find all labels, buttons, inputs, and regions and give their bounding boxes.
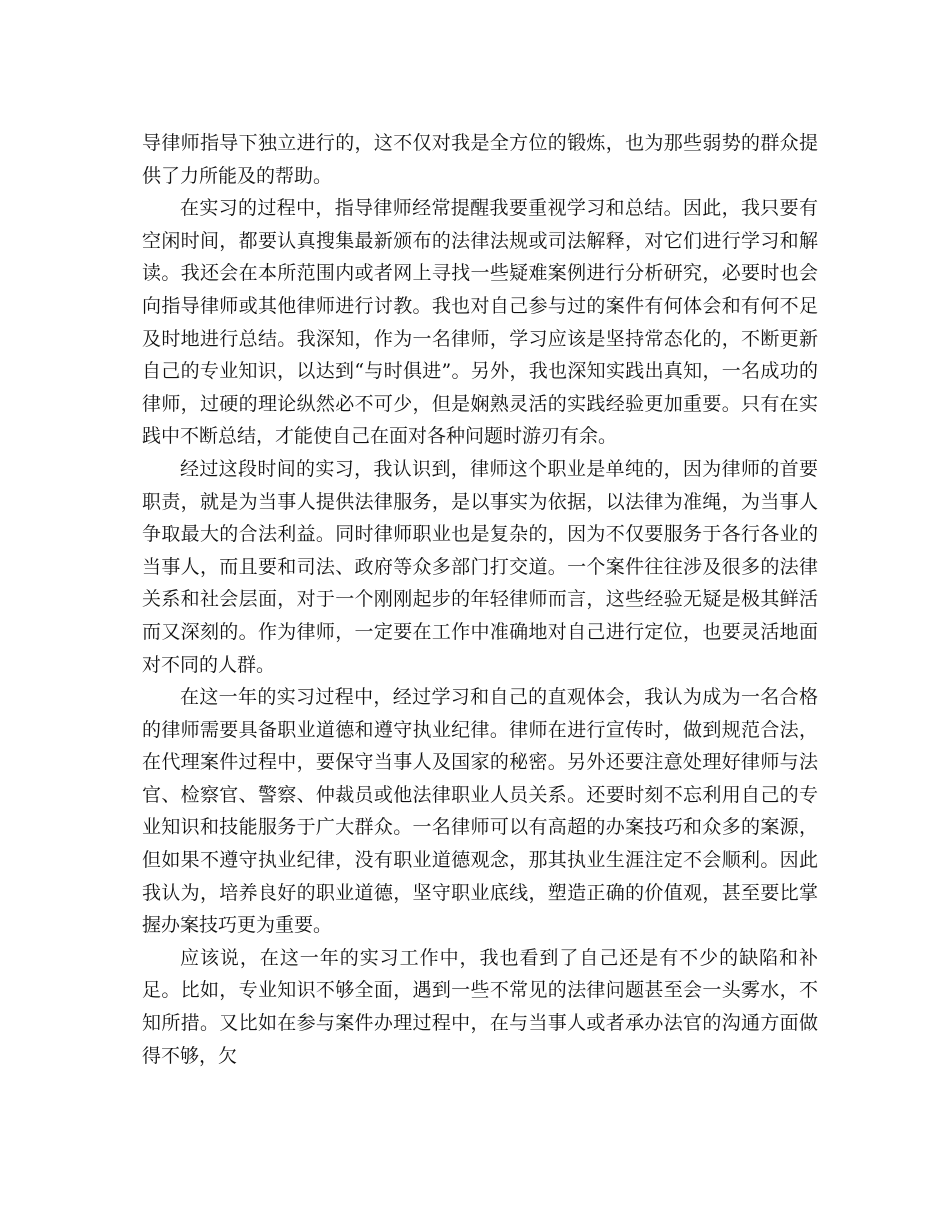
paragraph-4: 在这一年的实习过程中，经过学习和自己的直观体会，我认为成为一名合格的律师需要具备职业道德和遵守执业纪律。律师在进行宣传时，做到规范合法，在代理案件过程中，要保守当事人及国家的秘密。另外还要注意处理好律师与法官、检察官、警察、仲裁员或他法律职业人员关系。还要时刻不忘利用自己的专业知识和技能服务于广大群众。一名律师可以有高超的办案技巧和众多的案源，但如果不遵守执业纪律，没有职业道德观念，那其执业生涯注定不会顺利。因此我认为，培养良好的职业道德，坚守职业底线，塑造正确的价值观，甚至要比掌握办案技巧更为重要。 [142,686,818,937]
paragraph-5: 应该说，在这一年的实习工作中，我也看到了自己还是有不少的缺陷和补足。比如，专业知识不够全面，遇到一些不常见的法律问题甚至会一头雾水，不知所措。又比如在参与案件办理过程中，在与当事人或者承办法官的沟通方面做得不够，欠 [142,946,818,1067]
paragraph-1: 导律师指导下独立进行的，这不仅对我是全方位的锻炼，也为那些弱势的群众提供了力所能及的帮助。 [142,132,818,187]
paragraph-3: 经过这段时间的实习，我认识到，律师这个职业是单纯的，因为律师的首要职责，就是为当事人提供法律服务，是以事实为依据，以法律为准绳，为当事人争取最大的合法利益。同时律师职业也是复杂的，因为不仅要服务于各行各业的当事人，而且要和司法、政府等众多部门打交道。一个案件往往涉及很多的法律关系和社会层面，对于一个刚刚起步的年轻律师而言，这些经验无疑是极其鲜活而又深刻的。作为律师，一定要在工作中准确地对自己进行定位，也要灵活地面对不同的人群。 [142,457,818,676]
document-body [142,127,818,1072]
paragraph-2: 在实习的过程中，指导律师经常提醒我要重视学习和总结。因此，我只要有空闲时间，都要认真搜集最新颁布的法律法规或司法解释，对它们进行学习和解读。我还会在本所范围内或者网上寻找一些疑难案例进行分析研究，必要时也会向指导律师或其他律师进行讨教。我也对自己参与过的案件有何体会和有何不足及时地进行总结。我深知，作为一名律师，学习应该是坚持常态化的，不断更新自己的专业知识，以达到“与时俱进”。另外，我也深知实践出真知，一名成功的律师，过硬的理论纵然必不可少，但是娴熟灵活的实践经验更加重要。只有在实践中不断总结，才能使自己在面对各种问题时游刃有余。 [142,197,818,448]
